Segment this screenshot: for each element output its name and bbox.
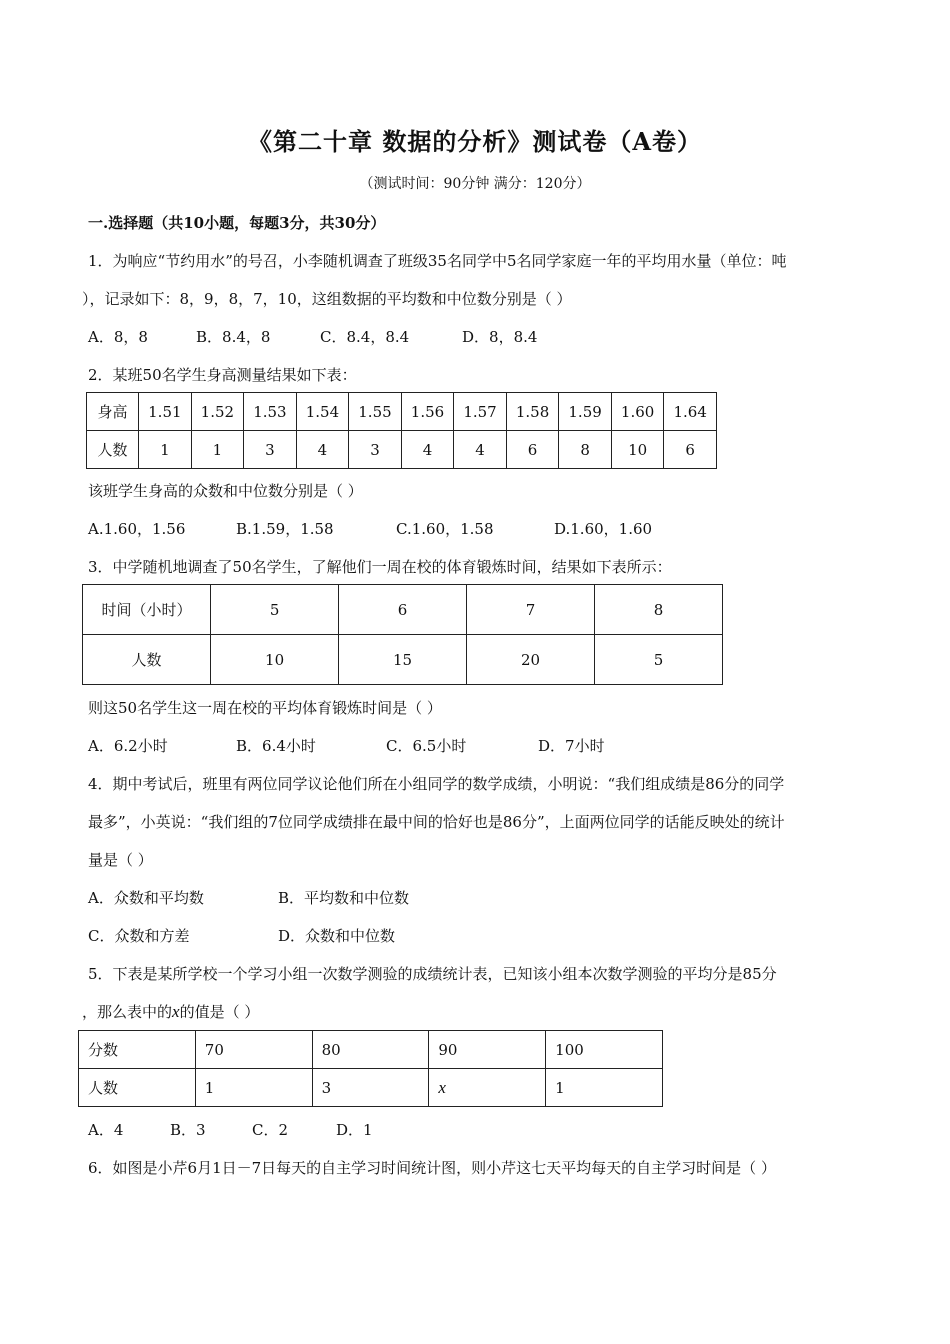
table-cell: 4 — [296, 431, 349, 469]
table-cell: 1.52 — [191, 393, 244, 431]
table-cell: 1.51 — [139, 393, 192, 431]
table-cell: 1 — [191, 431, 244, 469]
q5-line1: 5．下表是某所学校一个学习小组一次数学测验的成绩统计表，已知该小组本次数学测验的平均分是85分 — [88, 965, 777, 983]
q1-option-a: A．8，8 — [88, 328, 148, 346]
q3-stem: 3．中学随机地调查了50名学生，了解他们一周在校的体育锻炼时间，结果如下表所示： — [88, 558, 672, 576]
q3-time-table — [82, 584, 723, 685]
table-cell: 4 — [401, 431, 454, 469]
q5-option-c: C．2 — [252, 1121, 289, 1139]
q5-score-table — [78, 1030, 663, 1107]
table-cell: 1.59 — [559, 393, 612, 431]
table-cell: 7 — [467, 585, 595, 635]
table-cell: 3 — [244, 431, 297, 469]
table-cell: 1.54 — [296, 393, 349, 431]
q2-option-d: D.1.60，1.60 — [554, 520, 653, 538]
q1-option-b: B．8.4，8 — [196, 328, 271, 346]
table-row — [87, 431, 717, 469]
q1-line2: ），记录如下：8，9，8，7，10，这组数据的平均数和中位数分别是（ ） — [82, 290, 572, 308]
table-cell: 分数 — [79, 1031, 196, 1069]
q3-option-d: D．7小时 — [538, 737, 605, 755]
table-cell: 3 — [349, 431, 402, 469]
table-cell: 90 — [429, 1031, 546, 1069]
q5-option-d: D．1 — [336, 1121, 373, 1139]
table-cell: 时间（小时） — [83, 585, 211, 635]
q5-line2-post: 的值是（ ） — [179, 1003, 260, 1021]
table-row — [83, 635, 723, 685]
q4-line2: 最多”，小英说：“我们组的7位同学成绩排在最中间的恰好也是86分”，上面两位同学的话能反映处的统计 — [88, 813, 785, 831]
q1-line1: 1．为响应“节约用水”的号召，小李随机调查了班级35名同学中5名同学家庭一年的平均用水量（单位：吨 — [88, 252, 787, 270]
table-cell: 4 — [454, 431, 507, 469]
q4-option-c: C．众数和方差 — [88, 927, 190, 945]
table-cell: 人数 — [87, 431, 139, 469]
table-row — [79, 1031, 663, 1069]
table-cell: 6 — [664, 431, 717, 469]
table-row — [83, 585, 723, 635]
q4-option-b: B．平均数和中位数 — [278, 889, 410, 907]
q3-option-c: C．6.5小时 — [386, 737, 467, 755]
table-cell: 1 — [139, 431, 192, 469]
q4-option-d: D．众数和中位数 — [278, 927, 396, 945]
q4-line1: 4．期中考试后，班里有两位同学议论他们所在小组同学的数学成绩，小明说：“我们组成绩是86分的同学 — [88, 775, 785, 793]
table-cell: 人数 — [83, 635, 211, 685]
table-cell: 1.53 — [244, 393, 297, 431]
q2-stem: 2．某班50名学生身高测量结果如下表： — [88, 366, 357, 384]
table-row — [79, 1069, 663, 1107]
table-cell: 人数 — [79, 1069, 196, 1107]
table-cell: 20 — [467, 635, 595, 685]
table-cell: 8 — [559, 431, 612, 469]
table-cell: 1.64 — [664, 393, 717, 431]
q4-option-a: A．众数和平均数 — [88, 889, 204, 907]
table-cell: 15 — [339, 635, 467, 685]
table-cell: 1.57 — [454, 393, 507, 431]
page-title: 《第二十章 数据的分析》测试卷（A卷） — [248, 127, 702, 156]
q6-line1: 6．如图是小芹6月1日－7日每天的自主学习时间统计图，则小芹这七天平均每天的自主学习时间是（ ） — [88, 1159, 776, 1177]
table-cell: 80 — [312, 1031, 429, 1069]
table-cell: 10 — [611, 431, 664, 469]
table-cell: 1.55 — [349, 393, 402, 431]
table-cell: 5 — [211, 585, 339, 635]
q1-option-d: D．8，8.4 — [462, 328, 538, 346]
q2-option-a: A.1.60，1.56 — [88, 520, 186, 538]
variable-x: x — [172, 1002, 180, 1021]
table-cell: 5 — [595, 635, 723, 685]
table-cell: 1.60 — [611, 393, 664, 431]
q2-height-table — [86, 392, 717, 469]
table-cell: 6 — [506, 431, 559, 469]
q3-option-b: B．6.4小时 — [236, 737, 316, 755]
table-cell: 1 — [195, 1069, 312, 1107]
q2-option-b: B.1.59，1.58 — [236, 520, 334, 538]
table-cell: 1.58 — [506, 393, 559, 431]
table-cell: 身高 — [87, 393, 139, 431]
q5-line2 — [82, 1001, 259, 1022]
page-subtitle: （测试时间：90分钟 满分：120分） — [359, 176, 591, 192]
table-cell: 6 — [339, 585, 467, 635]
q5-line2-pre: ，那么表中的 — [82, 1003, 173, 1021]
q5-option-a: A．4 — [88, 1121, 124, 1139]
q3-question: 则这50名学生这一周在校的平均体育锻炼时间是（ ） — [88, 699, 442, 717]
q1-option-c: C．8.4，8.4 — [320, 328, 410, 346]
table-row — [87, 393, 717, 431]
table-cell: 1 — [546, 1069, 663, 1107]
q3-option-a: A．6.2小时 — [88, 737, 168, 755]
q2-option-c: C.1.60，1.58 — [396, 520, 494, 538]
table-cell: 1.56 — [401, 393, 454, 431]
table-cell: 3 — [312, 1069, 429, 1107]
table-cell: 100 — [546, 1031, 663, 1069]
table-cell: 70 — [195, 1031, 312, 1069]
q5-option-b: B．3 — [170, 1121, 206, 1139]
q2-question: 该班学生身高的众数和中位数分别是（ ） — [88, 482, 363, 500]
table-cell: x — [429, 1069, 546, 1107]
table-cell: 10 — [211, 635, 339, 685]
table-cell: 8 — [595, 585, 723, 635]
section-heading: 一.选择题（共10小题，每题3分，共30分） — [88, 214, 386, 232]
q4-line3: 量是（ ） — [88, 851, 153, 869]
